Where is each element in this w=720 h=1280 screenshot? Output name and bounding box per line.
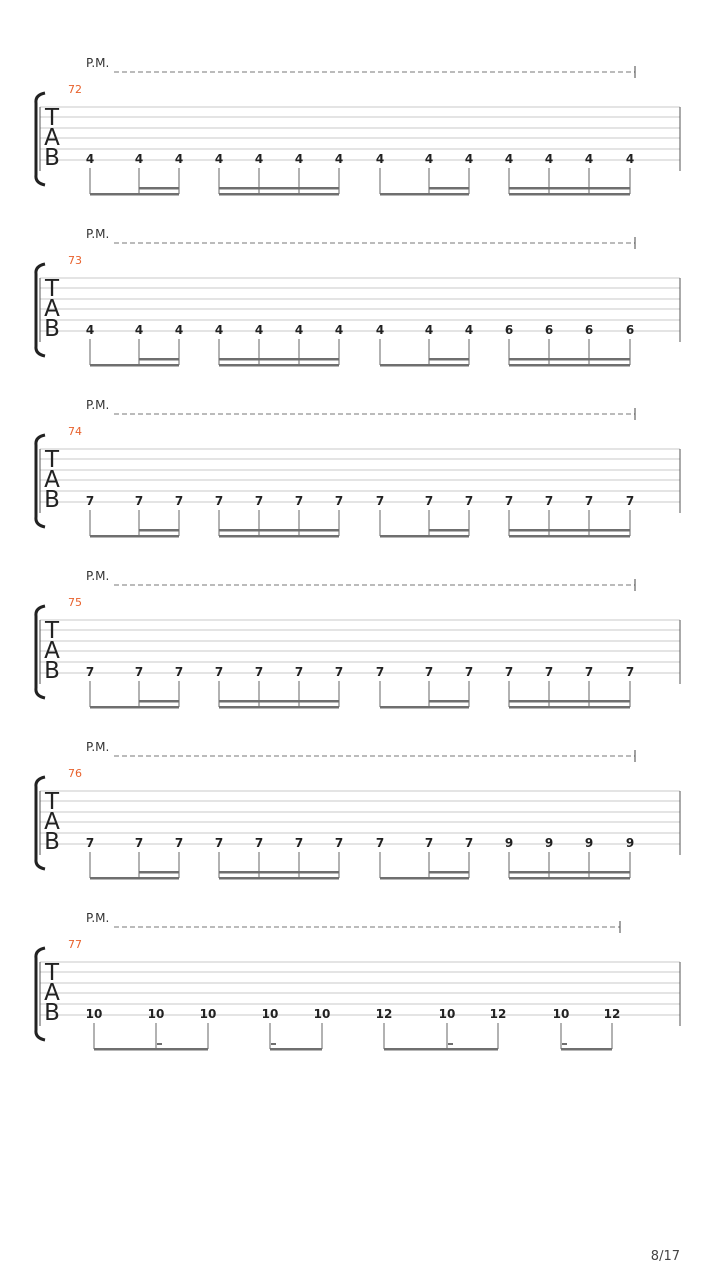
fret-number: 7 <box>85 836 95 850</box>
fret-number: 4 <box>375 152 385 166</box>
fret-number: 7 <box>85 494 95 508</box>
measure-number: 73 <box>68 254 82 267</box>
fret-number: 6 <box>625 323 635 337</box>
fret-number: 10 <box>313 1007 331 1021</box>
palm-mute-label: P.M. <box>86 740 110 754</box>
measure-number: 75 <box>68 596 82 609</box>
beam-primary <box>90 364 179 367</box>
beam-primary <box>380 193 469 196</box>
palm-mute-label: P.M. <box>86 227 110 241</box>
fret-number: 7 <box>134 665 144 679</box>
tab-clef-letter: T <box>44 789 60 815</box>
beam-primary <box>90 877 179 880</box>
tab-clef-letter: B <box>44 658 60 684</box>
fret-number: 4 <box>174 323 184 337</box>
tab-clef-letter: A <box>44 467 60 493</box>
tab-system <box>36 569 680 709</box>
tab-clef-letter: B <box>44 829 60 855</box>
measure-number: 76 <box>68 767 82 780</box>
tab-clef-letter: B <box>44 316 60 342</box>
measure-number: 72 <box>68 83 82 96</box>
fret-number: 9 <box>584 836 594 850</box>
beam-primary <box>509 193 630 196</box>
fret-number: 4 <box>334 152 344 166</box>
tab-clef-letter: T <box>44 618 60 644</box>
fret-number: 6 <box>504 323 514 337</box>
fret-number: 7 <box>375 836 385 850</box>
beam-secondary <box>139 529 179 532</box>
fret-number: 12 <box>375 1007 393 1021</box>
beam-secondary <box>219 871 339 874</box>
beam-secondary <box>139 358 179 361</box>
fret-number: 10 <box>199 1007 217 1021</box>
fret-number: 7 <box>464 665 474 679</box>
fret-number: 4 <box>464 323 474 337</box>
fret-number: 9 <box>504 836 514 850</box>
fret-number: 7 <box>334 665 344 679</box>
fret-number: 7 <box>134 494 144 508</box>
beam-secondary <box>509 871 630 874</box>
fret-number: 7 <box>294 494 304 508</box>
fret-number: 6 <box>584 323 594 337</box>
beam-primary <box>219 706 339 709</box>
tab-clef-letter: A <box>44 296 60 322</box>
beam-stub <box>448 1043 453 1045</box>
tab-clef-letter: A <box>44 638 60 664</box>
tab-clef-letter: A <box>44 125 60 151</box>
beam-primary <box>219 535 339 538</box>
beam-primary <box>380 535 469 538</box>
fret-number: 4 <box>375 323 385 337</box>
beam-stub <box>271 1043 276 1045</box>
fret-number: 9 <box>544 836 554 850</box>
beam-secondary <box>509 358 630 361</box>
fret-number: 4 <box>294 152 304 166</box>
fret-number: 4 <box>584 152 594 166</box>
fret-number: 7 <box>625 665 635 679</box>
fret-number: 7 <box>294 665 304 679</box>
beam-secondary <box>429 700 469 703</box>
fret-number: 10 <box>438 1007 456 1021</box>
fret-number: 7 <box>254 836 264 850</box>
fret-number: 4 <box>334 323 344 337</box>
fret-number: 7 <box>625 494 635 508</box>
fret-number: 4 <box>254 323 264 337</box>
fret-number: 7 <box>254 494 264 508</box>
beam-primary <box>561 1048 612 1051</box>
beam-primary <box>380 877 469 880</box>
page-number: 8/17 <box>650 1249 680 1264</box>
tab-system <box>36 398 680 538</box>
fret-number: 4 <box>504 152 514 166</box>
beam-secondary <box>509 529 630 532</box>
palm-mute-label: P.M. <box>86 911 110 925</box>
fret-number: 4 <box>214 323 224 337</box>
fret-number: 7 <box>544 494 554 508</box>
fret-number: 7 <box>174 494 184 508</box>
palm-mute-label: P.M. <box>86 56 110 70</box>
beam-secondary <box>219 187 339 190</box>
fret-number: 12 <box>489 1007 507 1021</box>
fret-number: 10 <box>261 1007 279 1021</box>
beam-primary <box>509 706 630 709</box>
tab-clef-letter: T <box>44 447 60 473</box>
fret-number: 10 <box>147 1007 165 1021</box>
beam-primary <box>90 535 179 538</box>
tab-system <box>36 740 680 880</box>
tab-system <box>36 227 680 367</box>
beam-secondary <box>219 529 339 532</box>
beam-primary <box>380 706 469 709</box>
fret-number: 7 <box>254 665 264 679</box>
tab-clef-letter: B <box>44 487 60 513</box>
beam-secondary <box>509 700 630 703</box>
fret-number: 7 <box>334 494 344 508</box>
fret-number: 7 <box>214 836 224 850</box>
fret-number: 7 <box>85 665 95 679</box>
beam-primary <box>94 1048 208 1051</box>
tab-clef-letter: A <box>44 809 60 835</box>
fret-number: 10 <box>552 1007 570 1021</box>
fret-number: 7 <box>504 494 514 508</box>
fret-number: 4 <box>464 152 474 166</box>
fret-number: 7 <box>174 665 184 679</box>
beam-secondary <box>219 358 339 361</box>
tab-clef-letter: T <box>44 105 60 131</box>
beam-secondary <box>429 529 469 532</box>
tab-clef-letter: A <box>44 980 60 1006</box>
fret-number: 7 <box>334 836 344 850</box>
beam-secondary <box>429 871 469 874</box>
tab-clef-letter: T <box>44 276 60 302</box>
beam-primary <box>270 1048 322 1051</box>
beam-primary <box>384 1048 498 1051</box>
fret-number: 7 <box>375 494 385 508</box>
beam-secondary <box>139 700 179 703</box>
fret-number: 4 <box>85 323 95 337</box>
beam-secondary <box>219 700 339 703</box>
beam-secondary <box>429 358 469 361</box>
tab-clef-letter: B <box>44 1000 60 1026</box>
beam-primary <box>509 535 630 538</box>
fret-number: 7 <box>424 494 434 508</box>
beam-primary <box>509 364 630 367</box>
fret-number: 10 <box>85 1007 103 1021</box>
measure-number: 77 <box>68 938 82 951</box>
fret-number: 7 <box>294 836 304 850</box>
measure-number: 74 <box>68 425 82 438</box>
fret-number: 6 <box>544 323 554 337</box>
fret-number: 7 <box>375 665 385 679</box>
beam-primary <box>219 877 339 880</box>
fret-number: 7 <box>584 665 594 679</box>
fret-number: 4 <box>424 152 434 166</box>
fret-number: 4 <box>134 152 144 166</box>
fret-number: 4 <box>134 323 144 337</box>
beam-primary <box>380 364 469 367</box>
fret-number: 7 <box>584 494 594 508</box>
beam-stub <box>157 1043 162 1045</box>
tab-clef-letter: T <box>44 960 60 986</box>
tab-clef-letter: B <box>44 145 60 171</box>
fret-number: 7 <box>214 665 224 679</box>
fret-number: 4 <box>294 323 304 337</box>
beam-secondary <box>139 871 179 874</box>
fret-number: 7 <box>544 665 554 679</box>
fret-number: 7 <box>214 494 224 508</box>
beam-primary <box>509 877 630 880</box>
fret-number: 4 <box>625 152 635 166</box>
palm-mute-label: P.M. <box>86 398 110 412</box>
fret-number: 12 <box>603 1007 621 1021</box>
beam-primary <box>90 706 179 709</box>
fret-number: 4 <box>544 152 554 166</box>
palm-mute-label: P.M. <box>86 569 110 583</box>
fret-number: 7 <box>424 836 434 850</box>
beam-primary <box>219 364 339 367</box>
fret-number: 4 <box>85 152 95 166</box>
beam-primary <box>90 193 179 196</box>
fret-number: 4 <box>254 152 264 166</box>
fret-number: 7 <box>504 665 514 679</box>
beam-stub <box>562 1043 567 1045</box>
fret-number: 7 <box>134 836 144 850</box>
fret-number: 7 <box>174 836 184 850</box>
beam-secondary <box>509 187 630 190</box>
fret-number: 9 <box>625 836 635 850</box>
beam-secondary <box>429 187 469 190</box>
fret-number: 4 <box>174 152 184 166</box>
fret-number: 7 <box>464 836 474 850</box>
beam-primary <box>219 193 339 196</box>
fret-number: 7 <box>424 665 434 679</box>
tab-system <box>36 911 680 1051</box>
beam-secondary <box>139 187 179 190</box>
fret-number: 7 <box>464 494 474 508</box>
fret-number: 4 <box>214 152 224 166</box>
fret-number: 4 <box>424 323 434 337</box>
tab-system <box>36 56 680 196</box>
